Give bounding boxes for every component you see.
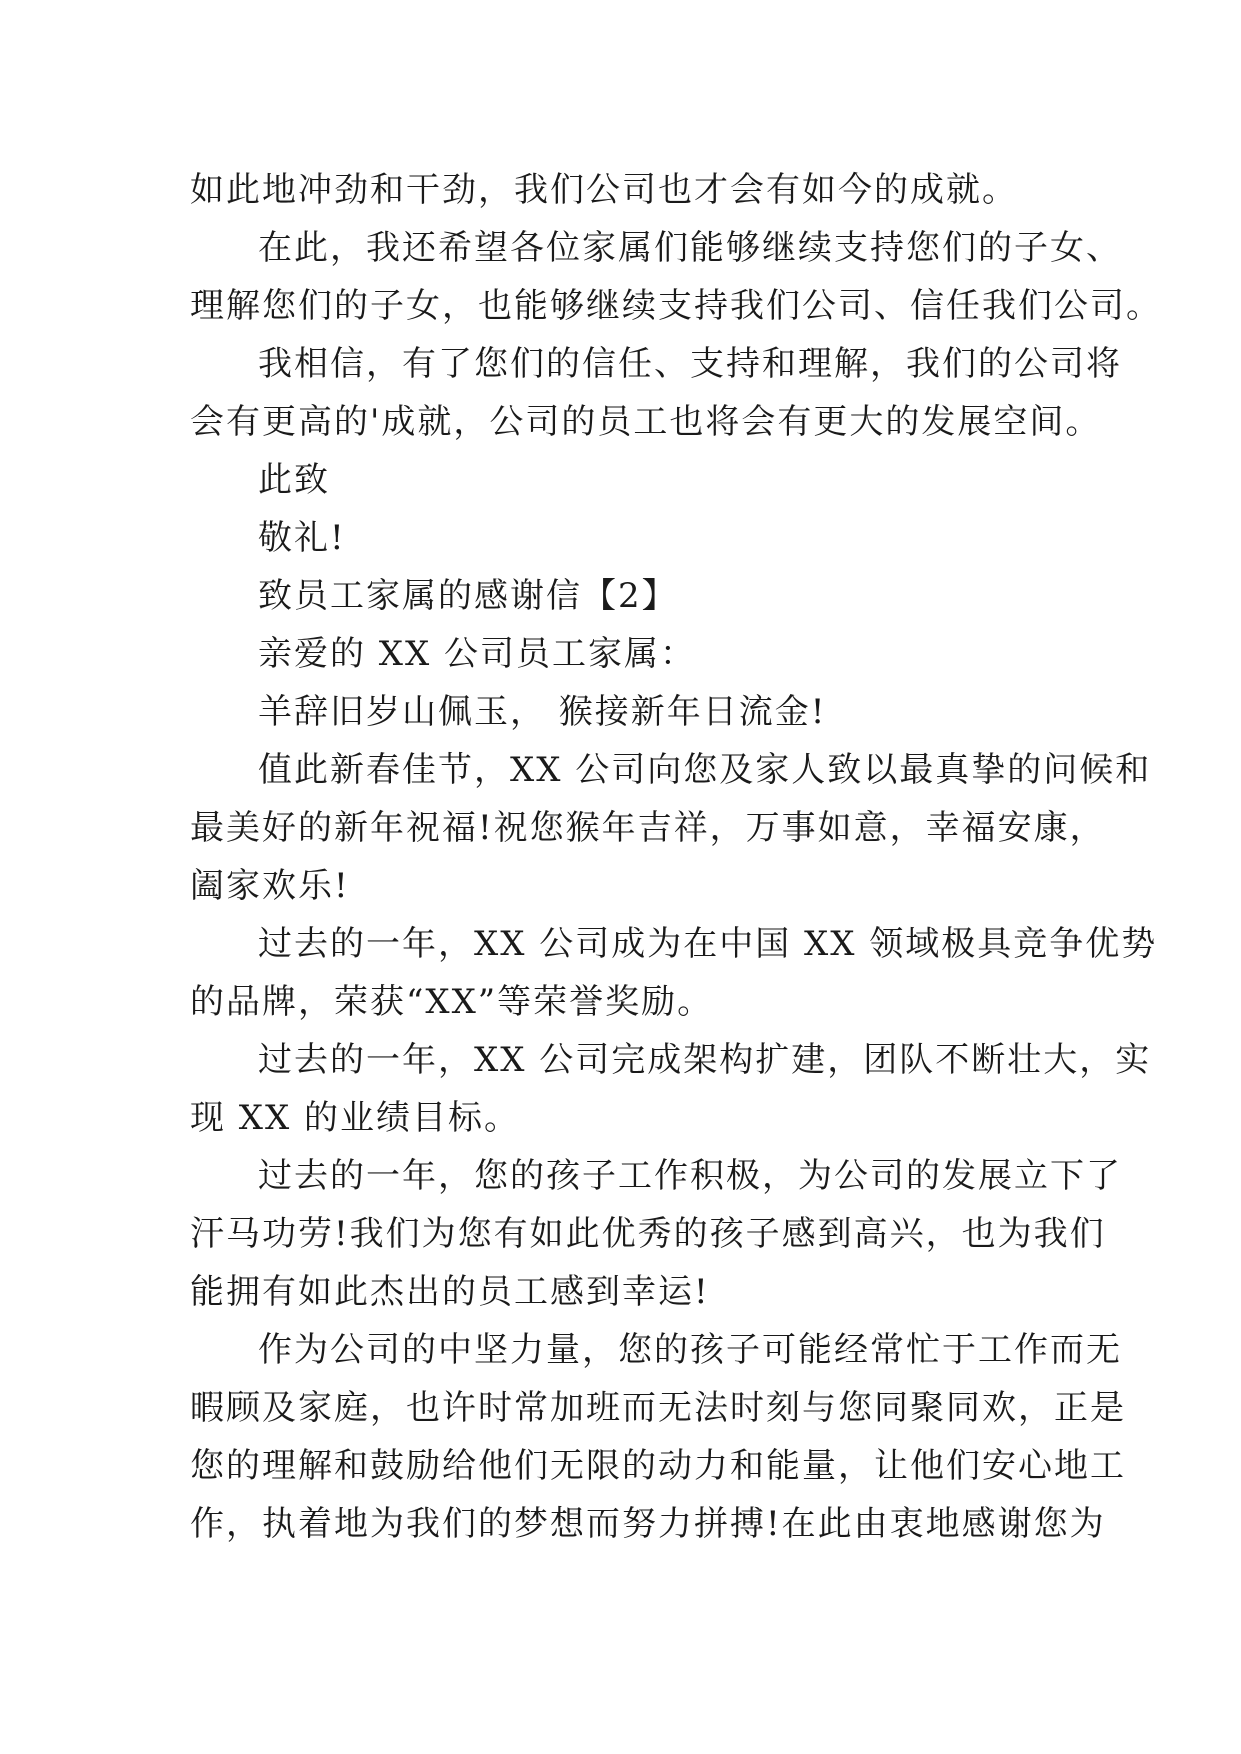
text-line: 作，执着地为我们的梦想而努力拼搏!在此由衷地感谢您为 <box>190 1504 1106 1544</box>
text-line: 过去的一年，您的孩子工作积极，为公司的发展立下了 <box>258 1156 1122 1196</box>
text-line: 会有更高的'成就，公司的员工也将会有更大的发展空间。 <box>190 402 1102 442</box>
text-line: 能拥有如此杰出的员工感到幸运! <box>190 1272 710 1312</box>
text-line: 羊辞旧岁山佩玉， 猴接新年日流金! <box>258 692 827 732</box>
text-line: 如此地冲劲和干劲，我们公司也才会有如今的成就。 <box>190 170 1018 210</box>
text-line: 汗马功劳!我们为您有如此优秀的孩子感到高兴，也为我们 <box>190 1214 1106 1254</box>
text-line: 作为公司的中坚力量，您的孩子可能经常忙于工作而无 <box>258 1330 1122 1370</box>
letter-greeting: 亲爱的 XX 公司员工家属： <box>258 634 697 674</box>
text-line: 的品牌，荣获“XX”等荣誉奖励。 <box>190 982 714 1022</box>
closing-regards: 敬礼! <box>258 518 346 558</box>
text-line: 过去的一年，XX 公司成为在中国 XX 领域极具竞争优势 <box>258 924 1158 964</box>
text-line: 理解您们的子女，也能够继续支持我们公司、信任我们公司。 <box>190 286 1162 326</box>
text-line: 过去的一年，XX 公司完成架构扩建，团队不断壮大，实 <box>258 1040 1152 1080</box>
text-line: 阖家欢乐! <box>190 866 350 906</box>
text-line: 我相信，有了您们的信任、支持和理解，我们的公司将 <box>258 344 1122 384</box>
text-line: 最美好的新年祝福!祝您猴年吉祥，万事如意，幸福安康， <box>190 808 1106 848</box>
text-line: 您的理解和鼓励给他们无限的动力和能量，让他们安心地工 <box>190 1446 1126 1486</box>
text-line: 暇顾及家庭，也许时常加班而无法时刻与您同聚同欢，正是 <box>190 1388 1126 1428</box>
closing-salutation: 此致 <box>258 460 330 500</box>
text-line: 现 XX 的业绩目标。 <box>190 1098 521 1138</box>
letter-title: 致员工家属的感谢信【2】 <box>258 576 678 616</box>
text-line: 值此新春佳节，XX 公司向您及家人致以最真挚的问候和 <box>258 750 1152 790</box>
text-line: 在此，我还希望各位家属们能够继续支持您们的子女、 <box>258 228 1122 268</box>
